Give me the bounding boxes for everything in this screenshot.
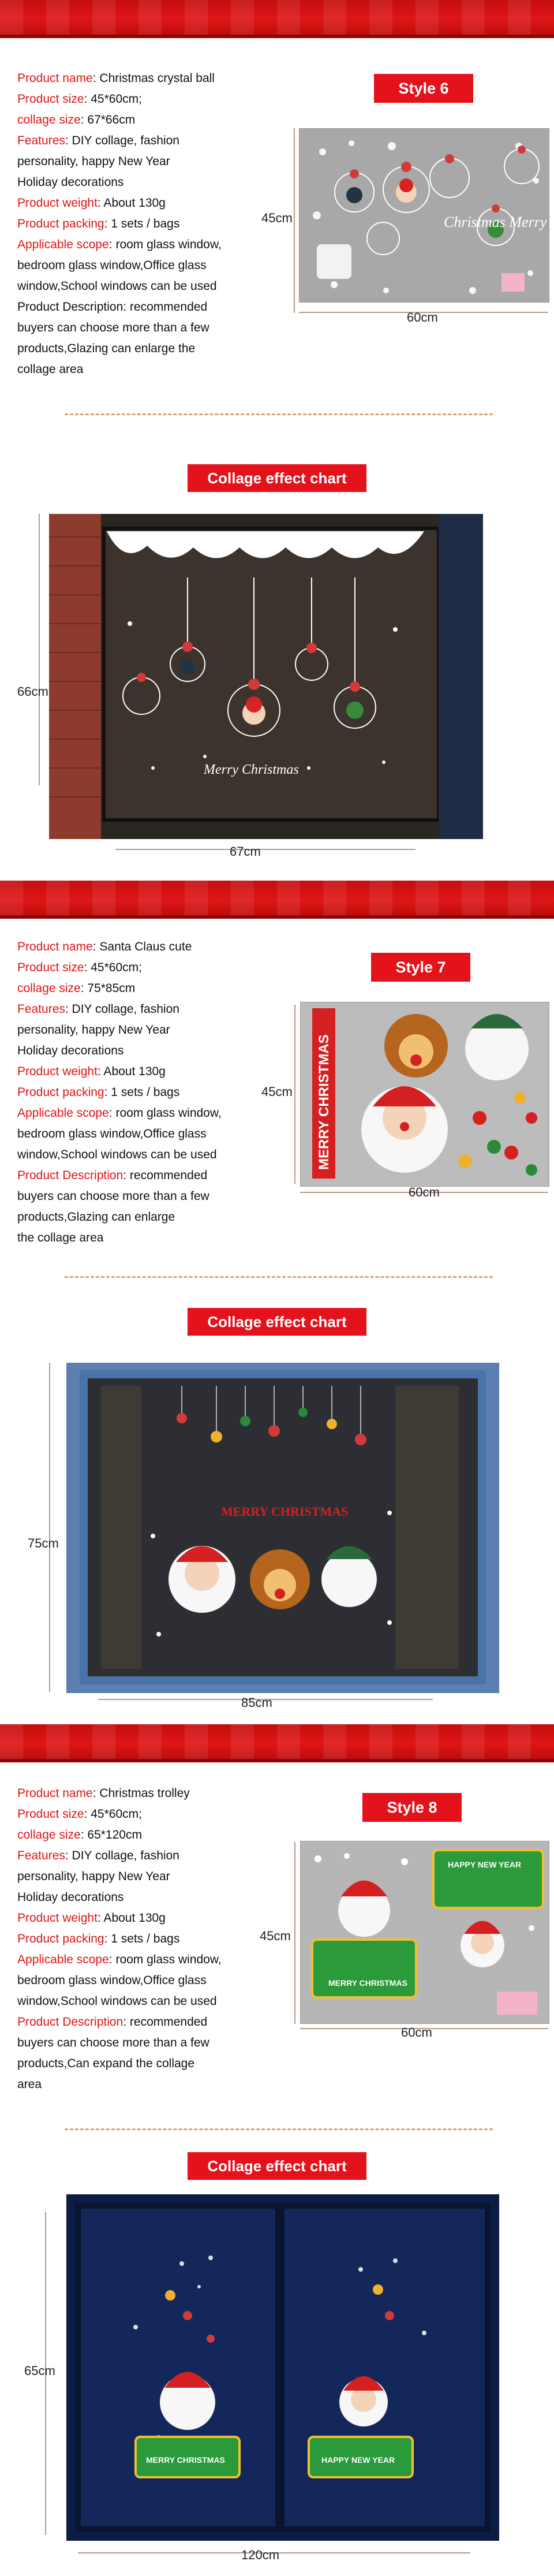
effect-height-label: 66cm — [17, 684, 48, 699]
spec-value: collage area — [17, 363, 84, 376]
spec-value: : About 130g — [97, 196, 166, 210]
spec-row — [17, 1866, 277, 1887]
collage-effect-label: Collage effect chart — [188, 2152, 366, 2180]
dimension-line — [49, 1363, 50, 1692]
collage-effect-photo — [49, 514, 483, 839]
spec-value: the collage area — [17, 1231, 104, 1244]
effect-width-label: 85cm — [241, 1695, 272, 1710]
spec-value: : Christmas crystal ball — [92, 72, 215, 85]
style-label-button: Style 6 — [374, 74, 473, 103]
spec-value: Product Description: recommended — [17, 300, 208, 314]
dimension-line — [294, 128, 295, 313]
effect-width-label: 67cm — [230, 844, 261, 859]
product-width-label: 60cm — [401, 2025, 432, 2040]
spec-row — [17, 1103, 277, 1124]
spec-key: Product Description — [17, 2015, 123, 2029]
effect-height-label: 65cm — [24, 2363, 55, 2378]
sticker-text: HAPPY NEW YEAR — [448, 1860, 522, 1869]
window-scene-art — [49, 514, 483, 839]
dimension-line — [115, 849, 415, 850]
spec-value: : Santa Claus cute — [92, 940, 192, 953]
spec-key: collage size — [17, 982, 81, 995]
spec-value: : room glass window, — [108, 1953, 222, 1966]
spec-key: collage size — [17, 113, 81, 126]
spec-row — [17, 1783, 277, 1804]
spec-value: : About 130g — [97, 1911, 166, 1925]
scene-text: MERRY CHRISTMAS — [146, 2455, 225, 2465]
spec-key: Product packing — [17, 217, 104, 230]
window-scene-art — [66, 2194, 499, 2541]
style-label-button: Style 7 — [371, 953, 470, 982]
spec-row — [17, 214, 277, 234]
spec-row — [17, 1825, 277, 1846]
spec-row — [17, 1228, 277, 1248]
spec-row — [17, 68, 277, 89]
sticker-text: MERRY CHRISTMAS — [316, 1034, 332, 1170]
dimension-line — [294, 1842, 295, 2024]
spec-list — [17, 937, 277, 1248]
spec-row — [17, 193, 277, 214]
spec-value: : 45*60cm; — [84, 92, 142, 106]
spec-row — [17, 957, 277, 978]
spec-row — [17, 999, 277, 1020]
spec-list — [17, 68, 277, 380]
spec-row — [17, 2033, 277, 2053]
spec-row — [17, 359, 277, 380]
spec-key: Product size — [17, 961, 84, 974]
spec-value: buyers can choose more than a few — [17, 1190, 209, 1203]
product-sticker-sheet — [300, 1841, 549, 2024]
spec-value: Holiday decorations — [17, 1891, 124, 1904]
product-width-label: 60cm — [409, 1185, 440, 1199]
decorative-red-band — [0, 0, 554, 38]
spec-row — [17, 110, 277, 131]
spec-row — [17, 1145, 277, 1165]
spec-value: : DIY collage, fashion — [65, 1002, 179, 1016]
spec-row — [17, 978, 277, 999]
product-sticker-sheet — [300, 1002, 549, 1187]
spec-row — [17, 318, 277, 338]
spec-row — [17, 276, 277, 297]
spec-value: : recommended — [123, 2015, 208, 2029]
spec-value: bedroom glass window,Office glass — [17, 1127, 207, 1140]
spec-key: collage size — [17, 1828, 81, 1841]
collage-effect-label: Collage effect chart — [188, 464, 366, 492]
spec-row — [17, 1846, 277, 1866]
spec-value: Holiday decorations — [17, 1044, 124, 1057]
spec-row — [17, 2053, 277, 2074]
dimension-line — [294, 1005, 295, 1184]
spec-key: Product name — [17, 72, 93, 85]
style-label-button: Style 8 — [362, 1793, 462, 1822]
spec-key: Applicable scope — [17, 1953, 109, 1966]
spec-row — [17, 1041, 277, 1061]
product-height-label: 45cm — [261, 211, 293, 225]
spec-value: : 67*66cm — [80, 113, 136, 126]
spec-value: : 45*60cm; — [84, 1807, 142, 1821]
spec-key: Product size — [17, 92, 84, 106]
spec-row — [17, 1804, 277, 1825]
decorative-red-band — [0, 1724, 554, 1762]
window-scene-art — [66, 1363, 499, 1693]
spec-value: : 75*85cm — [80, 982, 136, 995]
spec-row — [17, 89, 277, 110]
collage-effect-photo — [66, 2194, 499, 2541]
spec-row — [17, 1020, 277, 1041]
spec-row — [17, 255, 277, 276]
spec-value: personality, happy New Year — [17, 1870, 170, 1883]
spec-key: Product packing — [17, 1086, 104, 1099]
decorative-red-band — [0, 881, 554, 919]
spec-value: products,Glazing can enlarge — [17, 1210, 175, 1224]
spec-key: Applicable scope — [17, 1106, 109, 1120]
spec-list — [17, 1783, 277, 2095]
spec-row — [17, 1949, 277, 1970]
spec-key: Applicable scope — [17, 238, 109, 251]
spec-row — [17, 1124, 277, 1145]
section-divider — [65, 2128, 493, 2130]
product-height-label: 45cm — [261, 1084, 293, 1099]
spec-row — [17, 338, 277, 359]
spec-key: Product weight — [17, 1911, 98, 1925]
spec-row — [17, 172, 277, 193]
dimension-line — [39, 514, 40, 785]
santa-sticker-art — [301, 1002, 549, 1186]
spec-key: Features — [17, 134, 65, 147]
spec-key: Product weight — [17, 1065, 98, 1078]
spec-row — [17, 937, 277, 957]
spec-value: window,School windows can be used — [17, 1148, 217, 1161]
spec-value: : Christmas trolley — [92, 1787, 190, 1800]
spec-value: personality, happy New Year — [17, 1023, 170, 1037]
spec-key: Product Description — [17, 1169, 123, 1182]
spec-value: buyers can choose more than a few — [17, 321, 209, 334]
spec-row — [17, 1061, 277, 1082]
sticker-text: Christmas Merry — [444, 214, 547, 230]
spec-row — [17, 2012, 277, 2033]
spec-row — [17, 1991, 277, 2012]
spec-value: products,Glazing can enlarge the — [17, 342, 196, 355]
trolley-sticker-art — [301, 1841, 549, 2023]
spec-row — [17, 1908, 277, 1929]
scene-text: Merry Christmas — [204, 762, 299, 777]
spec-row — [17, 1929, 277, 1949]
spec-key: Product size — [17, 1807, 84, 1821]
spec-value: personality, happy New Year — [17, 155, 170, 168]
scene-text-2: HAPPY NEW YEAR — [321, 2455, 395, 2465]
spec-row — [17, 131, 277, 151]
spec-row — [17, 1887, 277, 1908]
collage-effect-photo — [66, 1363, 499, 1693]
spec-row — [17, 2074, 277, 2095]
spec-row — [17, 1082, 277, 1103]
spec-row — [17, 151, 277, 172]
section-divider — [65, 1276, 493, 1278]
spec-key: Features — [17, 1849, 65, 1862]
product-height-label: 45cm — [260, 1929, 291, 1943]
effect-height-label: 75cm — [28, 1536, 59, 1550]
spec-row — [17, 1186, 277, 1207]
spec-key: Features — [17, 1002, 65, 1016]
crystal-ball-sticker-art — [300, 129, 549, 302]
spec-value: : 65*120cm — [80, 1828, 142, 1841]
spec-value: Holiday decorations — [17, 176, 124, 189]
spec-value: : About 130g — [97, 1065, 166, 1078]
spec-value: window,School windows can be used — [17, 1995, 217, 2008]
spec-value: window,School windows can be used — [17, 279, 217, 293]
spec-value: products,Can expand the collage — [17, 2057, 195, 2070]
spec-row — [17, 234, 277, 255]
spec-value: buyers can choose more than a few — [17, 2036, 209, 2049]
spec-key: Product weight — [17, 196, 98, 210]
section-divider — [65, 413, 493, 415]
spec-value: : 1 sets / bags — [104, 1086, 180, 1099]
spec-row — [17, 1207, 277, 1228]
spec-value: : 1 sets / bags — [104, 217, 180, 230]
scene-text: MERRY CHRISTMAS — [221, 1504, 349, 1519]
product-width-label: 60cm — [407, 310, 438, 325]
spec-value: bedroom glass window,Office glass — [17, 1974, 207, 1987]
spec-value: : room glass window, — [108, 1106, 222, 1120]
spec-key: Product name — [17, 1787, 93, 1800]
spec-value: area — [17, 2078, 42, 2091]
spec-row — [17, 1165, 277, 1186]
spec-value: : recommended — [123, 1169, 208, 1182]
spec-value: : room glass window, — [108, 238, 222, 251]
product-sticker-sheet — [299, 128, 549, 303]
spec-value: : 45*60cm; — [84, 961, 142, 974]
spec-row — [17, 1970, 277, 1991]
spec-key: Product packing — [17, 1932, 104, 1945]
spec-value: bedroom glass window,Office glass — [17, 259, 207, 272]
spec-row — [17, 297, 277, 318]
spec-value: : DIY collage, fashion — [65, 1849, 179, 1862]
sticker-text-2: MERRY CHRISTMAS — [328, 1978, 407, 1988]
spec-value: : DIY collage, fashion — [65, 134, 179, 147]
effect-width-label: 120cm — [241, 2548, 280, 2562]
collage-effect-label: Collage effect chart — [188, 1308, 366, 1336]
spec-key: Product name — [17, 940, 93, 953]
spec-value: : 1 sets / bags — [104, 1932, 180, 1945]
